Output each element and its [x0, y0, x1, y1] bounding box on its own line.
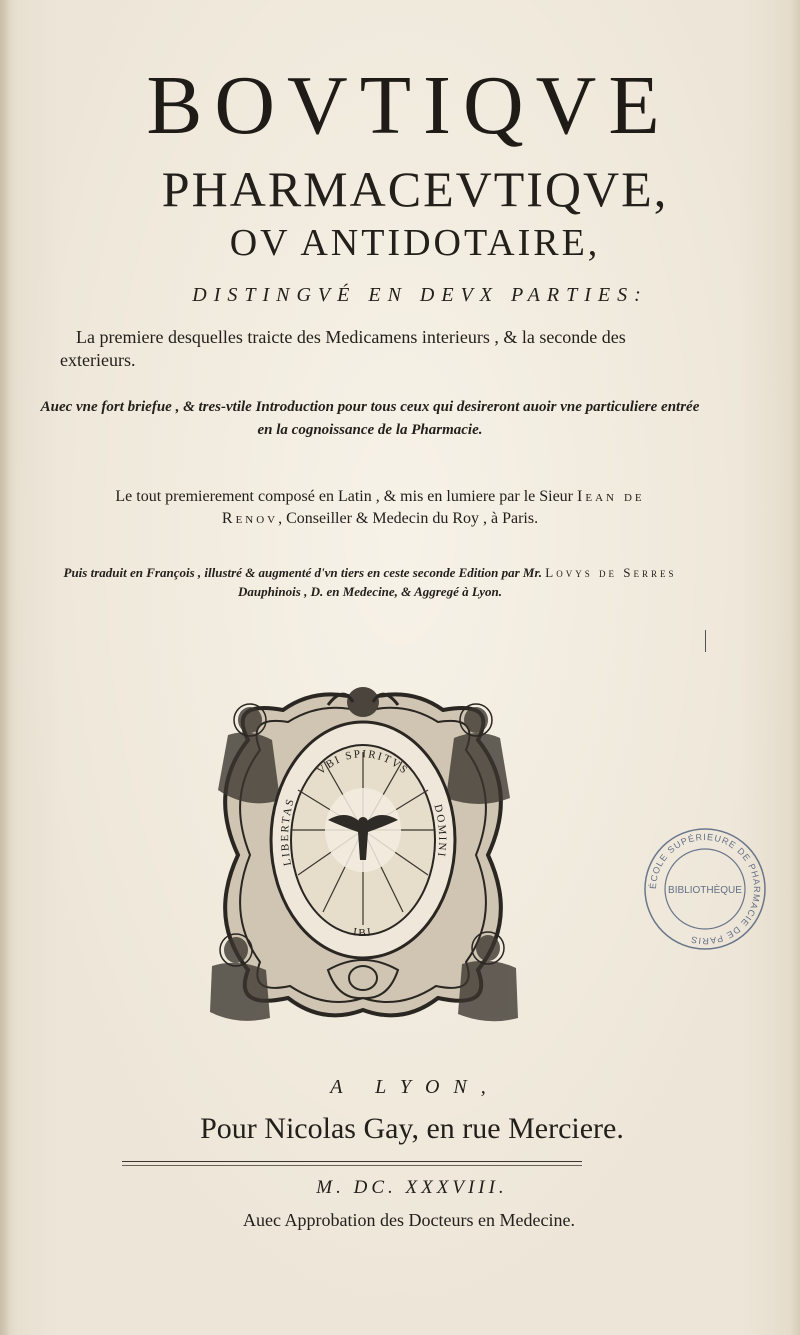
- printers-device-emblem: [188, 680, 538, 1030]
- author-text-after: , Conseiller & Medecin du Roy , à Paris.: [278, 510, 539, 527]
- imprint-date: M. DC. XXXVIII.: [316, 1177, 508, 1198]
- emblem-motto-top: VBI SPIRITVS: [315, 748, 411, 778]
- imprint-rule: [122, 1161, 582, 1162]
- author-name: Iean de Renov: [221, 488, 645, 527]
- imprint-rule-thin: [122, 1165, 582, 1166]
- stamp-ring-text: ÉCOLE SUPÉRIEURE DE PHARMACIE DE PARIS: [647, 831, 763, 947]
- emblem-motto-bottom: IBI: [352, 926, 374, 939]
- title-line-pharmaceutique: PHARMACEVTIQVE,: [161, 161, 669, 217]
- subtitle-deux-parties: DISTINGVÉ EN DEVX PARTIES:: [192, 284, 648, 306]
- translator-name: Lovys de Serres: [545, 565, 677, 580]
- introduction-note: Auec vne fort briefue , & tres-vtile Introduction pour tous ceux qui desireront auoir vne particuliere entrée en la cognoissance de la Pharmacie.: [40, 399, 700, 438]
- translator-statement: [50, 563, 690, 601]
- emblem-motto-left: LIBERTAS: [279, 796, 298, 867]
- translator-text-before: Puis traduit en François , illustré & augmenté d'vn tiers en ceste seconde Edition par Mr.: [63, 565, 543, 580]
- author-statement: [90, 486, 670, 530]
- parts-description: La premiere desquelles traicte des Medicamens interieurs , & la seconde des exterieurs.: [60, 327, 626, 370]
- emblem-motto-right: DOMINI: [431, 803, 449, 860]
- title-line-antidotaire: OV ANTIDOTAIRE,: [229, 222, 601, 264]
- margin-mark: [705, 630, 706, 652]
- stamp-center-text: BIBLIOTHÈQUE: [668, 885, 742, 896]
- imprint-place: A LYON,: [330, 1076, 500, 1098]
- title-line-boutique: BOVTIQVE: [146, 59, 672, 152]
- imprint-printer: Pour Nicolas Gay, en rue Merciere.: [200, 1112, 624, 1145]
- imprint-approbation: Auec Approbation des Docteurs en Medecine.: [243, 1210, 575, 1230]
- library-stamp: [636, 826, 774, 952]
- translator-text-after: Dauphinois , D. en Medecine, & Aggregé à Lyon.: [237, 584, 503, 599]
- author-text-before: Le tout premierement composé en Latin , & mis en lumiere par le Sieur: [115, 488, 574, 505]
- svg-text:IBI: [352, 926, 373, 939]
